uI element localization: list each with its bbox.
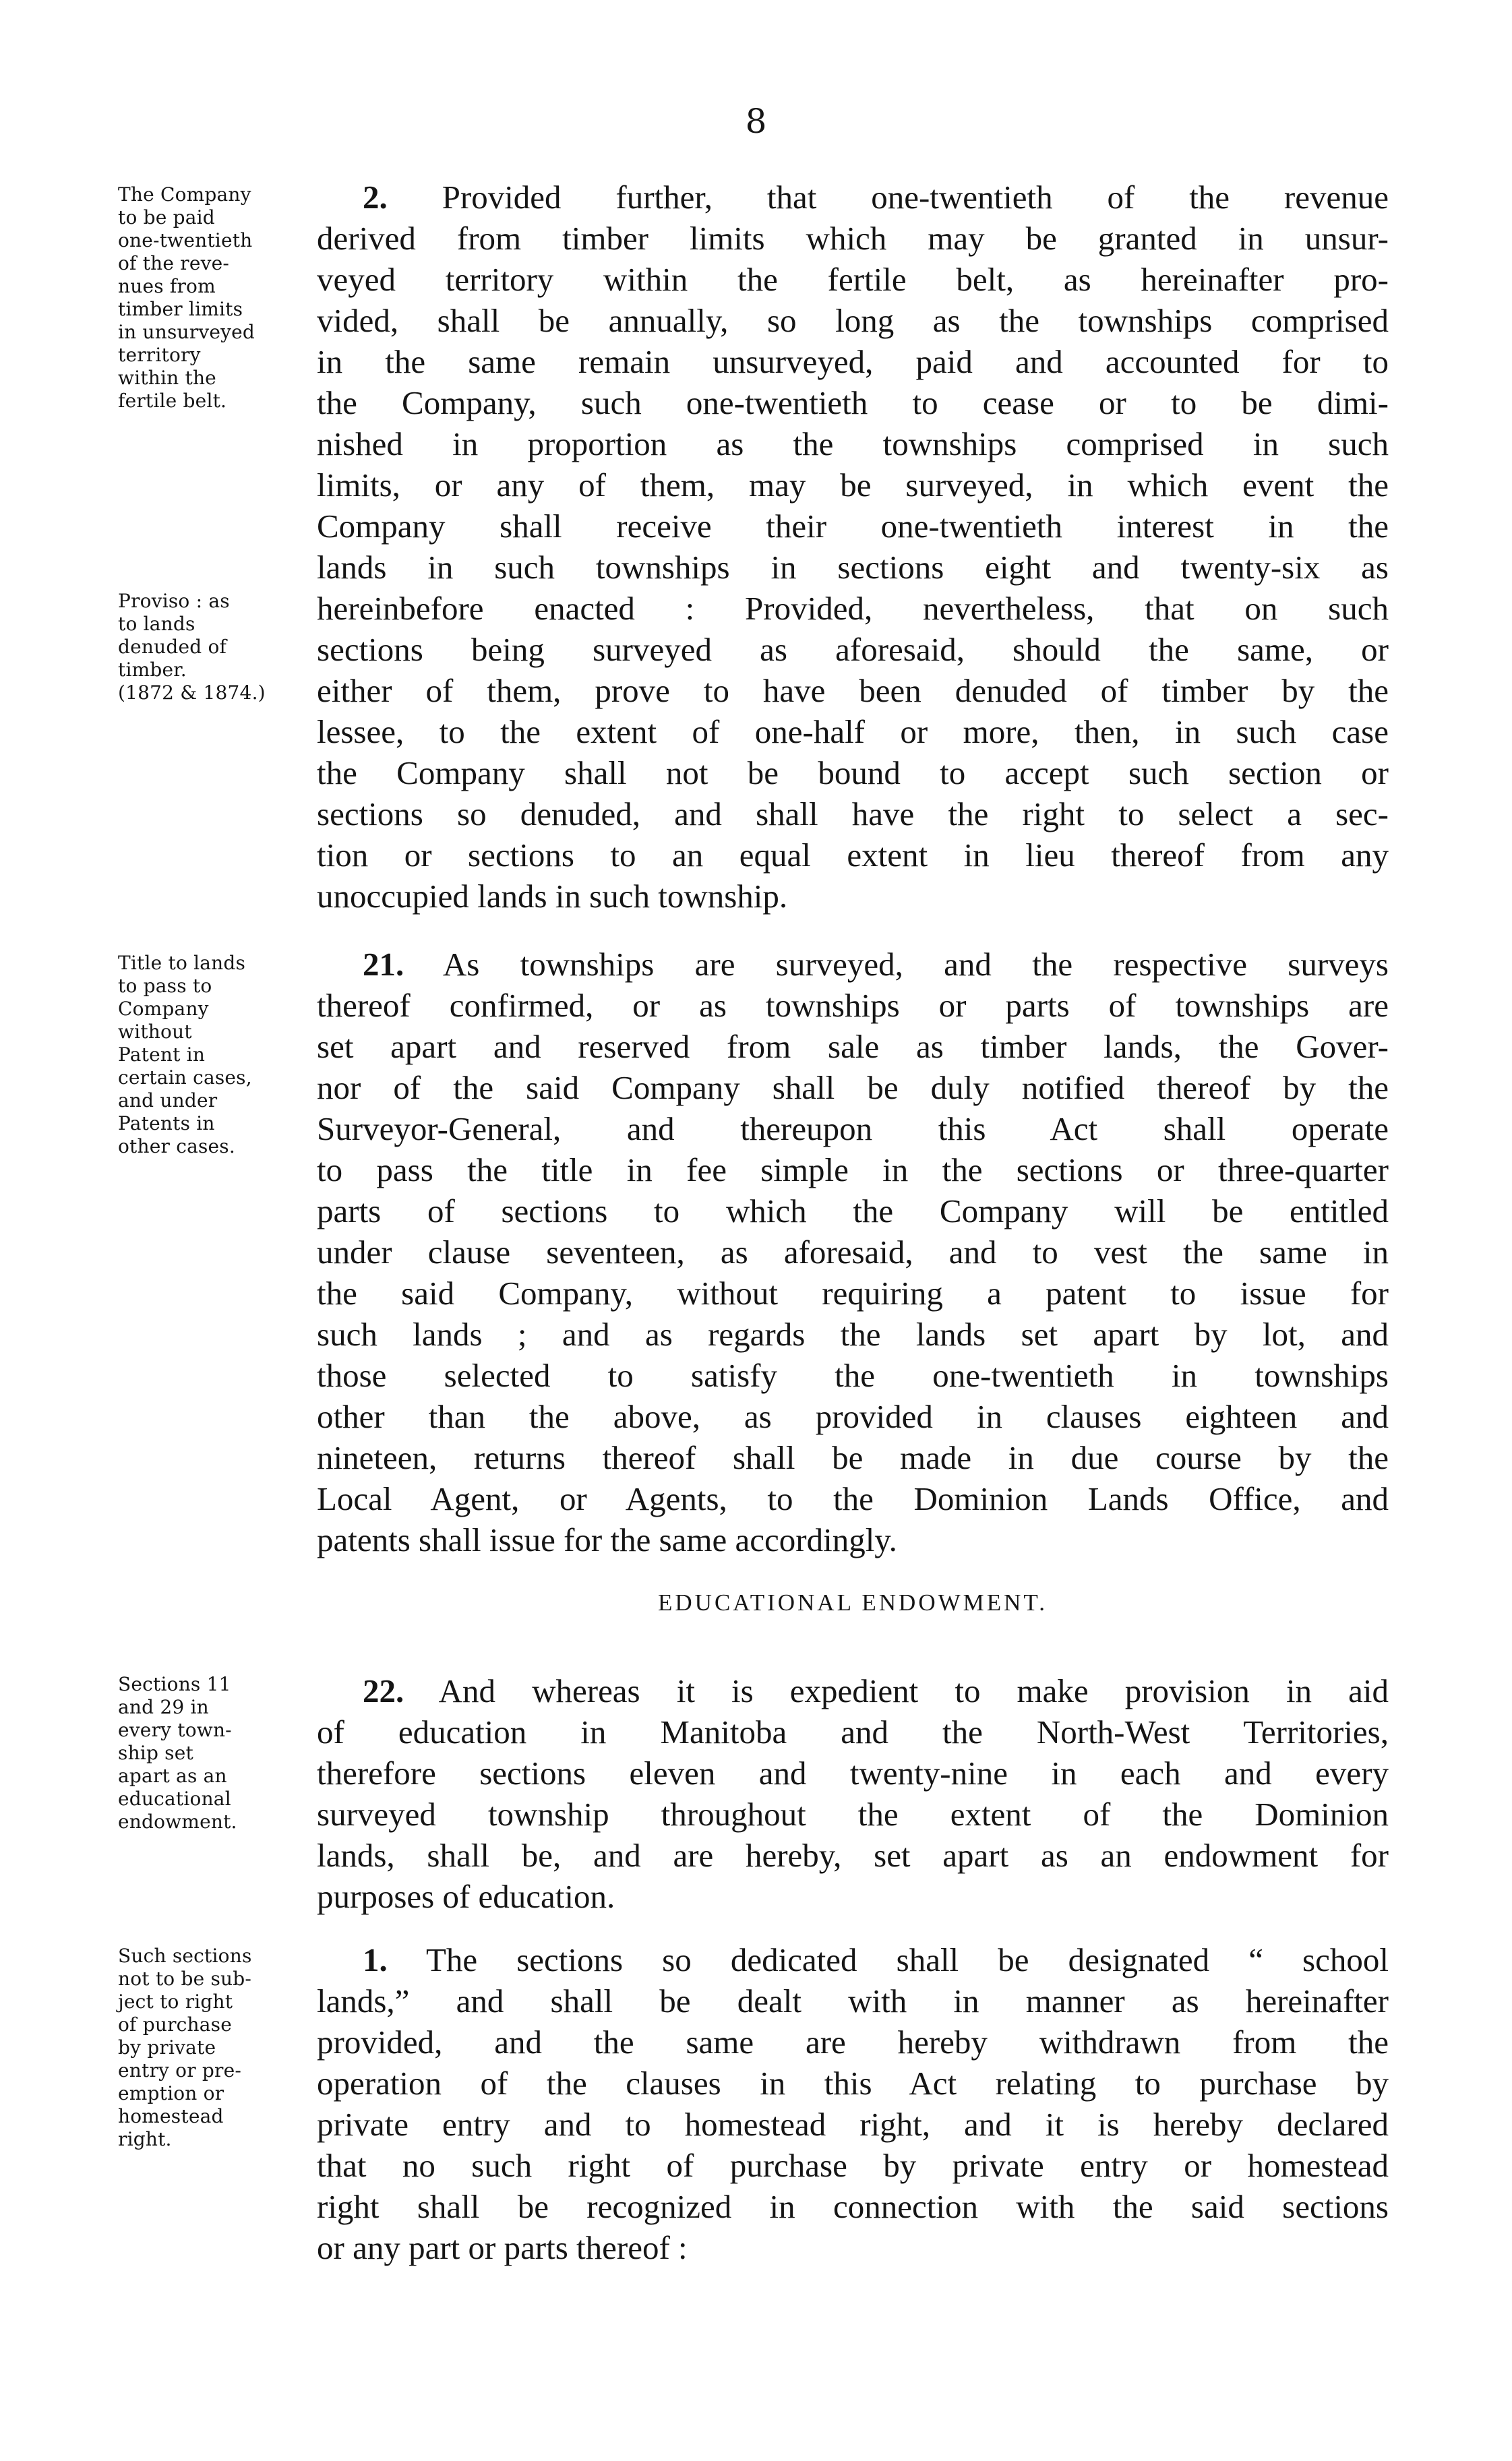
paragraph-line: other than the above, as provided in clauses eighteen and <box>317 1398 1389 1435</box>
paragraph-last-line: patents shall issue for the same accordingly. <box>317 1521 897 1558</box>
paragraph-line: hereinbefore enacted : Provided, nevertheless, that on such <box>317 590 1389 627</box>
margin-note-line: entry or pre- <box>118 2059 242 2082</box>
paragraph-line: sections being surveyed as aforesaid, should the same, or <box>317 631 1389 668</box>
margin-note-line: ject to right <box>118 1991 233 2013</box>
margin-note-line: one-twentieth <box>118 229 253 251</box>
paragraph-first-line <box>317 1670 1389 1711</box>
paragraph-line: under clause seventeen, as aforesaid, and to vest the same in <box>317 1234 1389 1271</box>
paragraph-last-line: or any part or parts thereof : <box>317 2229 688 2266</box>
paragraph-line: in the same remain unsurveyed, paid and accounted for to <box>317 343 1389 380</box>
margin-note-line: Company <box>118 998 209 1020</box>
margin-note-line: other cases. <box>118 1135 235 1157</box>
section-number: 21. <box>363 946 404 983</box>
paragraph-line: nor of the said Company shall be duly notified thereof by the <box>317 1069 1389 1106</box>
margin-note-line: Such sections <box>118 1945 252 1967</box>
margin-note-line: right. <box>118 2128 172 2150</box>
margin-note-line: (1872 & 1874.) <box>118 681 266 704</box>
paragraph-line: either of them, prove to have been denuded of timber by the <box>317 672 1389 709</box>
margin-note-line: to be paid <box>118 206 215 229</box>
margin-note-line: educational <box>118 1788 231 1810</box>
margin-note-line: without <box>118 1021 192 1043</box>
paragraph-21 <box>317 944 1389 1560</box>
paragraph-last-line: purposes of education. <box>317 1878 615 1915</box>
margin-note-such-sections <box>118 1945 320 2151</box>
margin-note-line: in unsurveyed <box>118 321 255 343</box>
margin-note-line: emption or <box>118 2082 224 2104</box>
paragraph-2 <box>317 177 1389 917</box>
margin-note-line: within the <box>118 367 216 389</box>
paragraph-text: As townships are surveyed, and the respective surveys <box>442 946 1389 983</box>
paragraph-line: set apart and reserved from sale as timber lands, the Gover- <box>317 1028 1389 1065</box>
paragraph-line: the Company, such one-twentieth to cease or to be dimi- <box>317 384 1389 421</box>
margin-note-line: Title to lands <box>118 952 246 974</box>
paragraph-first-line <box>317 177 1389 218</box>
margin-note-line: to lands <box>118 613 195 635</box>
paragraph-line: limits, or any of them, may be surveyed, in which event the <box>317 466 1389 504</box>
paragraph-line: tion or sections to an equal extent in lieu thereof from any <box>317 837 1389 874</box>
margin-note-line: by private <box>118 2036 216 2059</box>
paragraph-line: lands, shall be, and are hereby, set apart as an endowment for <box>317 1837 1389 1874</box>
margin-note-line: Proviso : as <box>118 590 230 612</box>
margin-note-line: timber. <box>118 659 187 681</box>
margin-note-line: to pass to <box>118 975 212 997</box>
paragraph-line: lands,” and shall be dealt with in manner as hereinafter <box>317 1982 1389 2019</box>
paragraph-line: parts of sections to which the Company will be entitled <box>317 1192 1389 1229</box>
margin-note-line: homestead <box>118 2105 224 2127</box>
paragraph-line: right shall be recognized in connection with the said sections <box>317 2188 1389 2225</box>
page-number: 8 <box>745 102 767 141</box>
paragraph-text: And whereas it is expedient to make provision in aid <box>438 1672 1389 1709</box>
paragraph-line: lands in such townships in sections eight and twenty-six as <box>317 549 1389 586</box>
margin-note-line: ship set <box>118 1742 193 1764</box>
section-number: 2. <box>363 179 388 216</box>
margin-note-line: Patents in <box>118 1112 215 1134</box>
margin-note-line: endowment. <box>118 1811 237 1833</box>
paragraph-line: provided, and the same are hereby withdrawn from the <box>317 2024 1389 2061</box>
paragraph-line: sections so denuded, and shall have the right to select a sec- <box>317 795 1389 832</box>
paragraph-line: those selected to satisfy the one-twentieth in townships <box>317 1357 1389 1394</box>
paragraph-line: vided, shall be annually, so long as the townships comprised <box>317 302 1389 339</box>
paragraph-line: such lands ; and as regards the lands set apart by lot, and <box>317 1316 1389 1353</box>
paragraph-line: therefore sections eleven and twenty-nine in each and every <box>317 1755 1389 1792</box>
paragraph-line: Local Agent, or Agents, to the Dominion Lands Office, and <box>317 1480 1389 1517</box>
paragraph-first-line <box>317 1939 1389 1980</box>
paragraph-line: surveyed township throughout the extent of the Dominion <box>317 1796 1389 1833</box>
margin-note-line: and 29 in <box>118 1696 209 1718</box>
paragraph-first-line <box>317 944 1389 985</box>
margin-note-line: nues from <box>118 275 216 297</box>
paragraph-line: operation of the clauses in this Act relating to purchase by <box>317 2065 1389 2102</box>
margin-note-title-to-lands <box>118 952 320 1158</box>
paragraph-line: nished in proportion as the townships comprised in such <box>317 425 1389 462</box>
margin-note-line: every town- <box>118 1719 232 1741</box>
margin-note-line: denuded of <box>118 636 227 658</box>
margin-note-line: of purchase <box>118 2013 233 2036</box>
paragraph-line: the Company shall not be bound to accept such section or <box>317 754 1389 791</box>
paragraph-line: to pass the title in fee simple in the sections or three-quarter <box>317 1151 1389 1188</box>
paragraph-line: lessee, to the extent of one-half or more, then, in such case <box>317 713 1389 750</box>
paragraph-line: derived from timber limits which may be granted in unsur- <box>317 220 1389 257</box>
paragraph-line: veyed territory within the fertile belt, as hereinafter pro- <box>317 261 1389 298</box>
margin-note-line: not to be sub- <box>118 1968 252 1990</box>
margin-note-line: fertile belt. <box>118 390 227 412</box>
margin-note-line: of the reve- <box>118 252 230 274</box>
section-heading: EDUCATIONAL ENDOWMENT. <box>658 1589 1048 1616</box>
section-number: 1. <box>363 1941 388 1978</box>
margin-note-proviso <box>118 590 320 704</box>
margin-note-sections-11-29 <box>118 1673 320 1833</box>
paragraph-line: nineteen, returns thereof shall be made in due course by the <box>317 1439 1389 1476</box>
paragraph-line: that no such right of purchase by private entry or homestead <box>317 2147 1389 2184</box>
paragraph-text: Provided further, that one-twentieth of the revenue <box>442 179 1389 216</box>
margin-note-line: and under <box>118 1089 218 1112</box>
paragraph-1 <box>317 1939 1389 2268</box>
margin-note-company-twentieth <box>118 183 320 413</box>
paragraph-line: of education in Manitoba and the North-West Territories, <box>317 1713 1389 1751</box>
margin-note-line: territory <box>118 344 201 366</box>
paragraph-last-line: unoccupied lands in such township. <box>317 878 788 915</box>
margin-note-line: certain cases, <box>118 1066 252 1089</box>
paragraph-line: private entry and to homestead right, and it is hereby declared <box>317 2106 1389 2143</box>
section-number: 22. <box>363 1672 404 1709</box>
margin-note-line: Sections 11 <box>118 1673 231 1695</box>
paragraph-line: Surveyor-General, and thereupon this Act shall operate <box>317 1110 1389 1147</box>
margin-note-line: Patent in <box>118 1043 206 1066</box>
margin-note-line: The Company <box>118 183 251 206</box>
paragraph-line: Company shall receive their one-twentieth interest in the <box>317 508 1389 545</box>
paragraph-text: The sections so dedicated shall be designated “ school <box>425 1941 1389 1978</box>
margin-note-line: apart as an <box>118 1765 227 1787</box>
paragraph-line: the said Company, without requiring a patent to issue for <box>317 1275 1389 1312</box>
paragraph-22 <box>317 1670 1389 1917</box>
margin-note-line: timber limits <box>118 298 243 320</box>
paragraph-line: thereof confirmed, or as townships or parts of townships are <box>317 987 1389 1024</box>
